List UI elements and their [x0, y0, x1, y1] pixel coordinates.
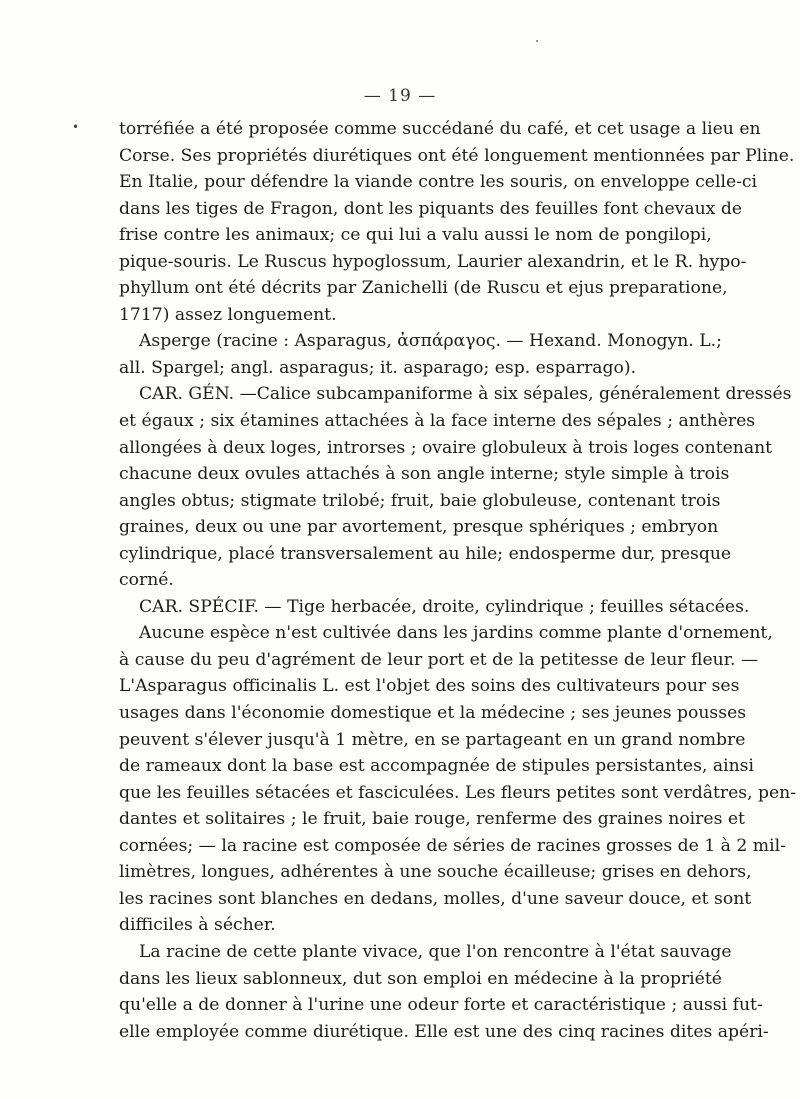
- text-line: et égaux ; six étamines attachées à la face interne des sépales ; anthères: [119, 411, 756, 432]
- text-line: elle employée comme diurétique. Elle est une des cinq racines dites apéri-: [119, 1021, 769, 1042]
- text-line: angles obtus; stigmate trilobé; fruit, baie globuleuse, contenant trois: [119, 490, 721, 511]
- margin-mark: •: [72, 120, 80, 134]
- text-line: à cause du peu d'agrément de leur port et de la petitesse de leur fleur. —: [119, 649, 759, 670]
- text-line: CAR. SPÉCIF. — Tige herbacée, droite, cylindrique ; feuilles sétacées.: [139, 596, 750, 617]
- text-line: Asperge (racine : Asparagus, ἀσπάραγος. — Hexand. Monogyn. L.;: [139, 331, 722, 352]
- text-line: difficiles à sécher.: [119, 915, 276, 936]
- text-line: cornées; — la racine est composée de séries de racines grosses de 1 à 2 mil-: [119, 835, 786, 856]
- text-line: frise contre les animaux; ce qui lui a valu aussi le nom de pongilopi,: [119, 225, 712, 246]
- text-line: L'Asparagus officinalis L. est l'objet des soins des cultivateurs pour ses: [119, 676, 740, 697]
- body-text: [119, 116, 797, 1045]
- text-line: all. Spargel; angl. asparagus; it. asparago; esp. esparrago).: [119, 357, 637, 378]
- text-line: En Italie, pour défendre la viande contre les souris, on enveloppe celle-ci: [119, 172, 758, 193]
- text-line: que les feuilles sétacées et fasciculées. Les fleurs petites sont verdâtres, pen-: [119, 782, 797, 803]
- text-line: Corse. Ses propriétés diurétiques ont été longuement mentionnées par Pline.: [119, 145, 795, 166]
- text-line: chacune deux ovules attachés à son angle interne; style simple à trois: [119, 464, 730, 485]
- text-line: torréfiée a été proposée comme succédané du café, et cet usage a lieu en: [119, 119, 761, 139]
- text-line: dans les lieux sablonneux, dut son emploi en médecine à la propriété: [119, 968, 722, 989]
- text-line: Aucune espèce n'est cultivée dans les jardins comme plante d'ornement,: [139, 623, 773, 644]
- text-line: peuvent s'élever jusqu'à 1 mètre, en se partageant en un grand nombre: [119, 729, 746, 750]
- text-line: usages dans l'économie domestique et la médecine ; ses jeunes pousses: [119, 703, 747, 724]
- page-number: — 19 —: [363, 86, 437, 106]
- text-line: pique-souris. Le Ruscus hypoglossum, Laurier alexandrin, et le R. hypo-: [119, 251, 747, 272]
- text-line: allongées à deux loges, introrses ; ovaire globuleux à trois loges contenant: [119, 437, 773, 458]
- text-line: La racine de cette plante vivace, que l'on rencontre à l'état sauvage: [139, 941, 732, 962]
- text-line: dans les tiges de Fragon, dont les piquants des feuilles font chevaux de: [119, 198, 742, 219]
- paper-speck: [536, 40, 538, 42]
- text-line: 1717) assez longuement.: [119, 304, 337, 325]
- text-line: limètres, longues, adhérentes à une souche écailleuse; grises en dehors,: [119, 862, 752, 883]
- text-line: les racines sont blanches en dedans, molles, d'une saveur douce, et sont: [119, 888, 752, 909]
- text-line: CAR. GÉN. —Calice subcampaniforme à six sépales, généralement dressés: [139, 384, 792, 405]
- text-line: dantes et solitaires ; le fruit, baie rouge, renferme des graines noires et: [119, 809, 745, 830]
- text-line: corné.: [119, 570, 174, 591]
- text-line: de rameaux dont la base est accompagnée de stipules persistantes, ainsi: [119, 756, 754, 777]
- text-line: qu'elle a de donner à l'urine une odeur forte et caractéristique ; aussi fut-: [119, 995, 763, 1016]
- text-line: graines, deux ou une par avortement, presque sphériques ; embryon: [119, 517, 719, 538]
- text-line: cylindrique, placé transversalement au hile; endosperme dur, presque: [119, 543, 732, 564]
- text-line: phyllum ont été décrits par Zanichelli (de Ruscu et ejus preparatione,: [119, 278, 728, 299]
